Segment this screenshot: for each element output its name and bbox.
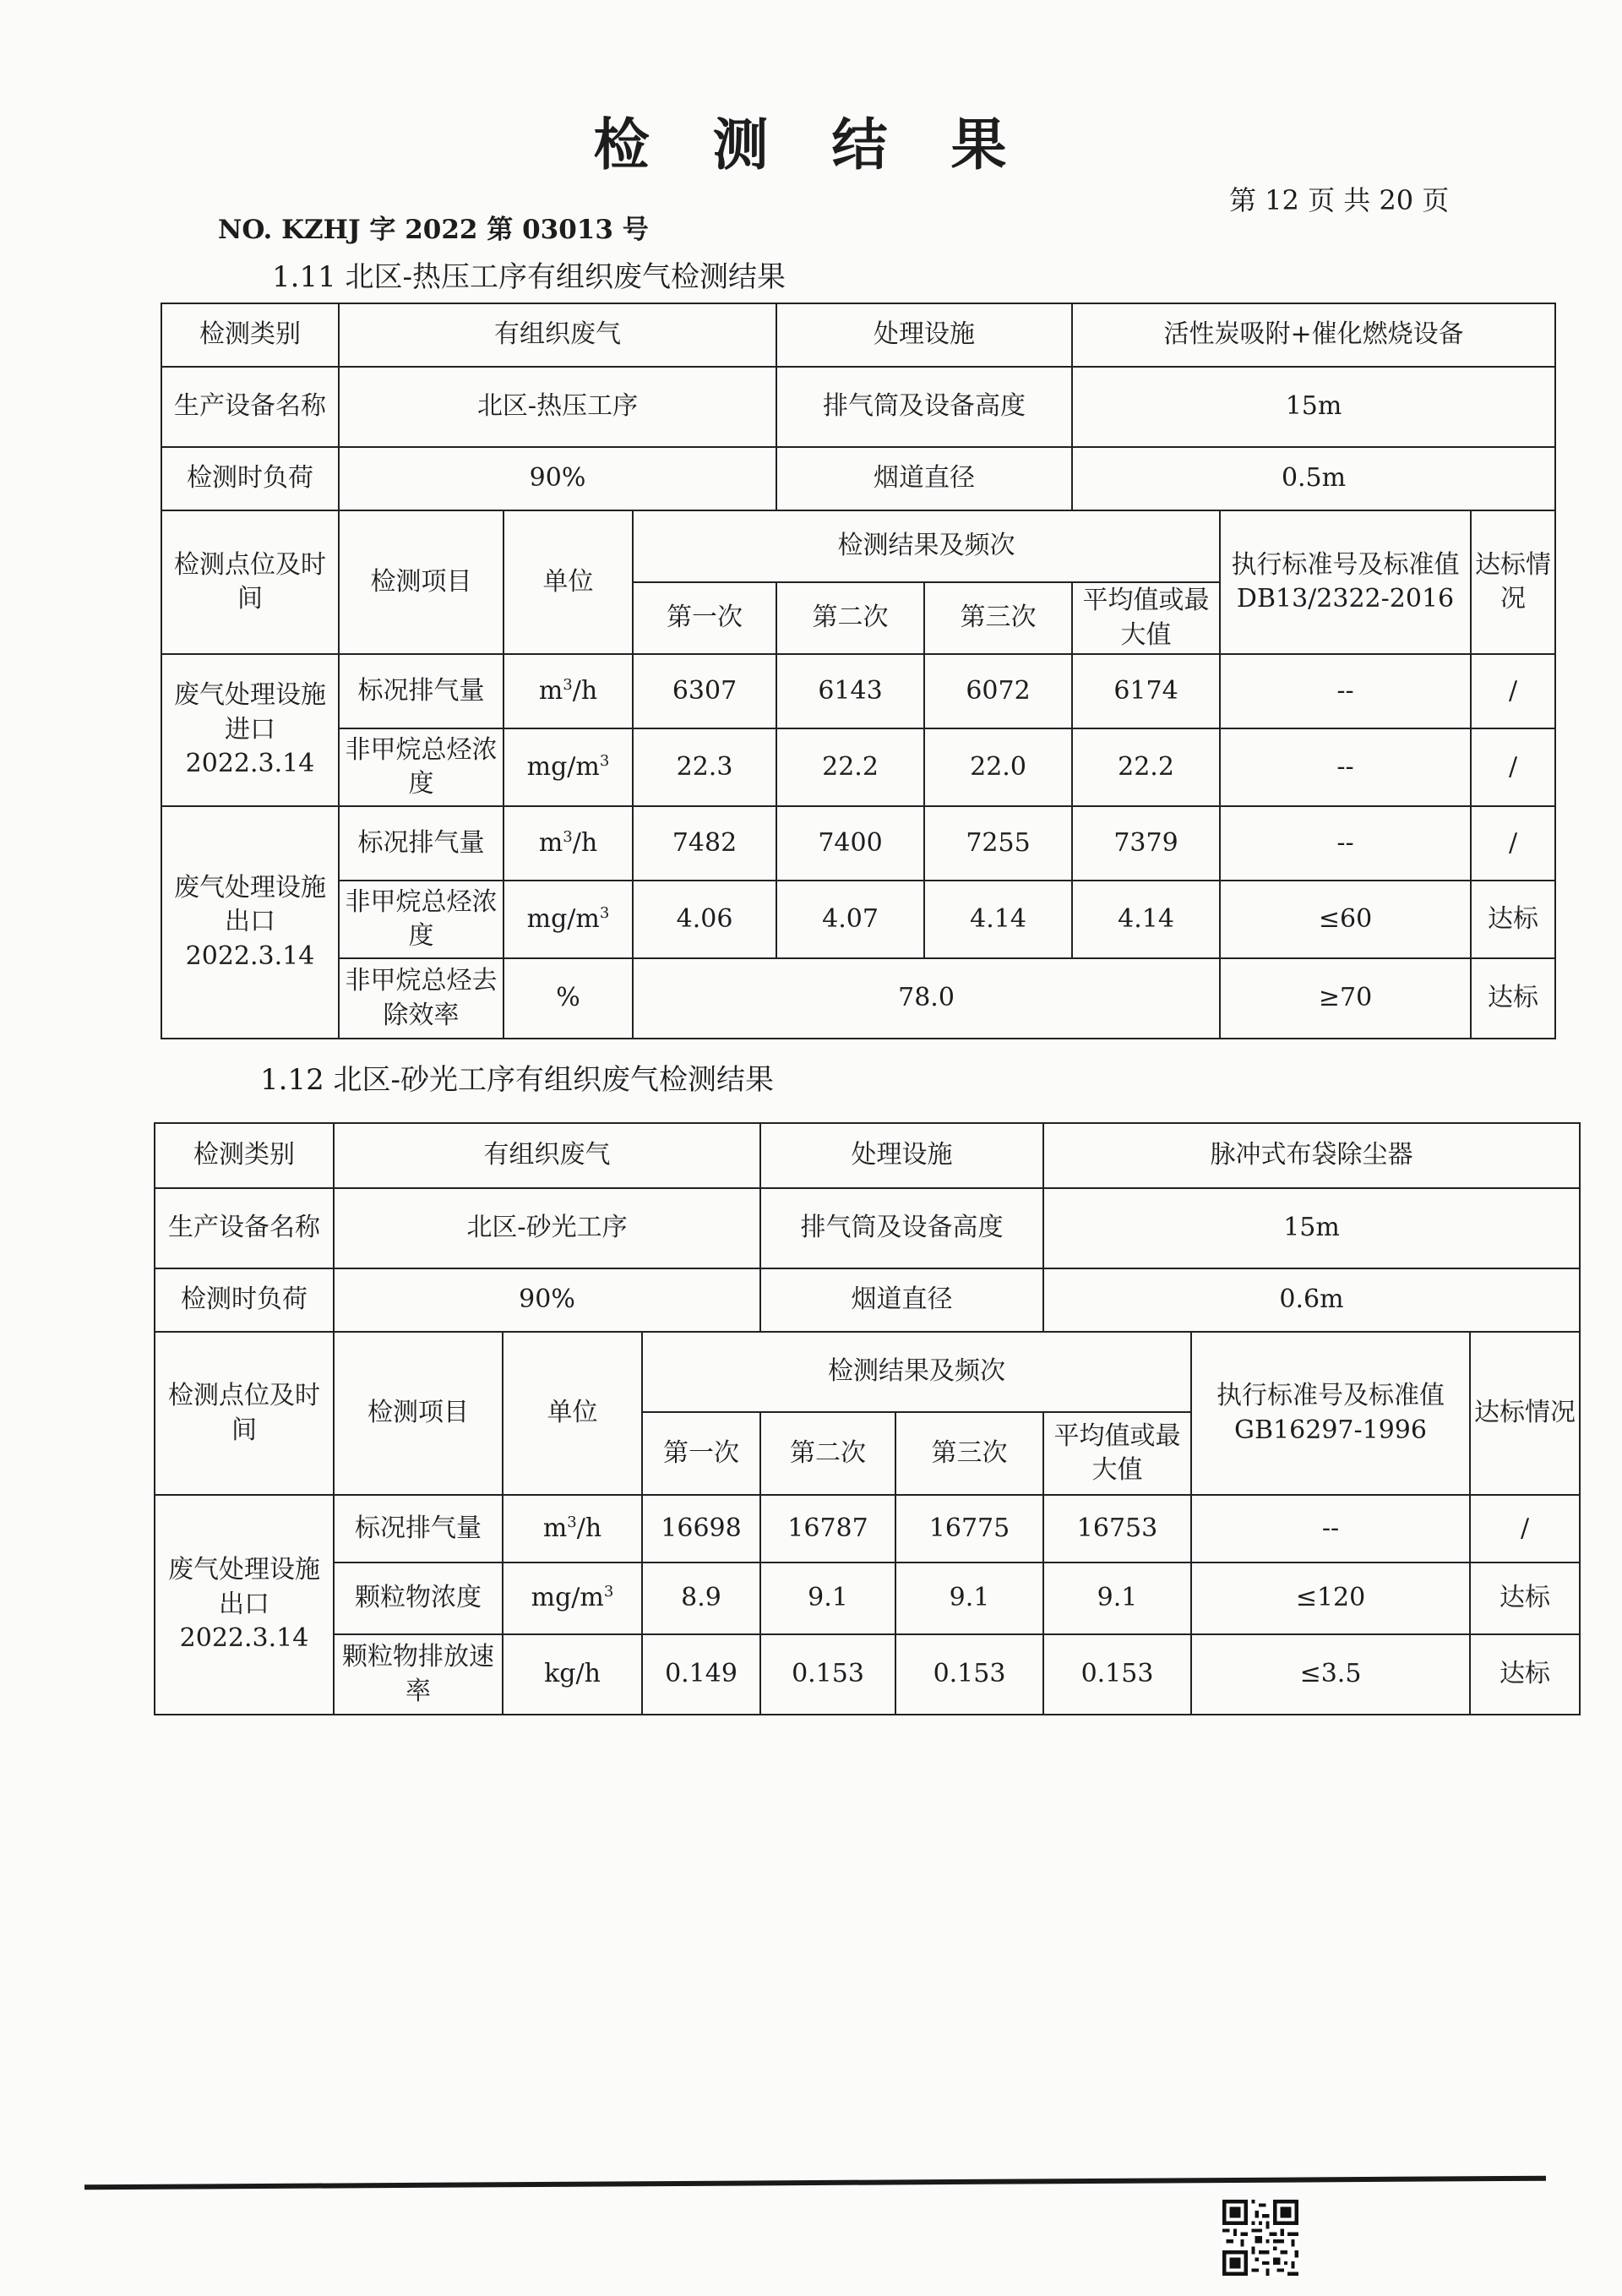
standard-title: 执行标准号及标准值: [1216, 1381, 1445, 1410]
table-row: [155, 1634, 1580, 1715]
column-header: 第三次: [924, 582, 1072, 654]
info-label: 排气筒及设备高度: [776, 367, 1072, 447]
item-cell: 非甲烷总烃去除效率: [339, 958, 503, 1039]
standard-header: [1220, 510, 1471, 654]
section-title-hot-press: 1.11 北区-热压工序有组织废气检测结果: [272, 260, 786, 294]
column-header: 第二次: [760, 1412, 895, 1495]
value-cell: 16787: [760, 1495, 895, 1562]
standard-title: 执行标准号及标准值: [1231, 549, 1460, 580]
column-header: 平均值或最大值: [1072, 582, 1220, 654]
info-row: [161, 303, 1555, 367]
value-cell: 4.14: [1072, 881, 1220, 958]
info-label: 处理设施: [760, 1123, 1043, 1188]
value-cell: 0.153: [1043, 1634, 1191, 1715]
value-cell: 22.0: [924, 728, 1072, 806]
limit-cell: ≤60: [1220, 881, 1471, 958]
location-name: 废气处理设施出口: [174, 872, 326, 937]
value-cell: 78.0: [633, 958, 1220, 1039]
unit-cell: %: [503, 958, 633, 1039]
info-row: [161, 367, 1555, 447]
limit-cell: ≥70: [1220, 958, 1471, 1039]
hot-press-results-table: [161, 303, 1556, 1039]
column-header-row: [155, 1332, 1580, 1412]
table-row: [161, 806, 1555, 881]
value-cell: 22.2: [776, 728, 924, 806]
location-date: 2022.3.14: [185, 749, 315, 779]
column-header: 检测项目: [339, 510, 503, 654]
value-cell: 9.1: [760, 1562, 895, 1634]
unit-cell: $mg/m^3$: [503, 728, 633, 806]
column-header: 达标情况: [1471, 510, 1555, 654]
info-value: 有组织废气: [334, 1123, 760, 1188]
standard-code: DB13/2322-2016: [1236, 584, 1455, 614]
info-label: 烟道直径: [776, 447, 1072, 510]
column-header-row: [161, 510, 1555, 582]
info-label: 生产设备名称: [155, 1188, 334, 1268]
info-label: 排气筒及设备高度: [760, 1188, 1043, 1268]
status-cell: 达标: [1471, 958, 1555, 1039]
column-header: 第三次: [895, 1412, 1043, 1495]
item-cell: 标况排气量: [339, 654, 503, 728]
info-row: [155, 1123, 1580, 1188]
info-value: 90%: [334, 1268, 760, 1332]
info-value: 北区-热压工序: [339, 367, 776, 447]
value-cell: 9.1: [895, 1562, 1043, 1634]
location-name: 废气处理设施出口: [168, 1555, 320, 1619]
value-cell: 7482: [633, 806, 776, 881]
item-cell: 颗粒物浓度: [334, 1562, 503, 1634]
info-value: 15m: [1072, 367, 1555, 447]
location-name: 废气处理设施进口: [174, 680, 326, 744]
value-cell: 6143: [776, 654, 924, 728]
status-cell: /: [1471, 806, 1555, 881]
info-value: 15m: [1043, 1188, 1580, 1268]
info-label: 检测时负荷: [161, 447, 339, 510]
column-header: 第一次: [642, 1412, 760, 1495]
info-value: 0.5m: [1072, 447, 1555, 510]
info-row: [155, 1188, 1580, 1268]
table-row: [161, 728, 1555, 806]
value-cell: 0.149: [642, 1634, 760, 1715]
section-title-sanding: 1.12 北区-砂光工序有组织废气检测结果: [260, 1063, 774, 1097]
standard-header: [1191, 1332, 1470, 1495]
unit-cell: kg/h: [503, 1634, 642, 1715]
info-label: 烟道直径: [760, 1268, 1043, 1332]
value-cell: 8.9: [642, 1562, 760, 1634]
limit-cell: --: [1191, 1495, 1470, 1562]
limit-cell: ≤3.5: [1191, 1634, 1470, 1715]
info-label: 处理设施: [776, 303, 1072, 367]
qr-code-icon: [1222, 2200, 1298, 2276]
column-header: 平均值或最大值: [1043, 1412, 1191, 1495]
column-header: 检测结果及频次: [633, 510, 1220, 582]
table-row: [161, 654, 1555, 728]
value-cell: 6174: [1072, 654, 1220, 728]
column-header: 达标情况: [1470, 1332, 1580, 1495]
item-cell: 标况排气量: [339, 806, 503, 881]
value-cell: 16753: [1043, 1495, 1191, 1562]
report-number: NO. KZHJ 字 2022 第 03013 号: [218, 215, 649, 245]
unit-cell: $m^3/h$: [503, 654, 633, 728]
table-row: [155, 1562, 1580, 1634]
value-cell: 16698: [642, 1495, 760, 1562]
value-cell: 9.1: [1043, 1562, 1191, 1634]
info-value: 脉冲式布袋除尘器: [1043, 1123, 1580, 1188]
value-cell: 4.07: [776, 881, 924, 958]
status-cell: /: [1471, 654, 1555, 728]
sanding-results-table: [154, 1122, 1581, 1715]
item-cell: 标况排气量: [334, 1495, 503, 1562]
column-header: 检测项目: [334, 1332, 503, 1495]
info-value: 90%: [339, 447, 776, 510]
info-value: 0.6m: [1043, 1268, 1580, 1332]
limit-cell: --: [1220, 654, 1471, 728]
value-cell: 0.153: [895, 1634, 1043, 1715]
unit-cell: $mg/m^3$: [503, 881, 633, 958]
item-cell: 非甲烷总烃浓度: [339, 881, 503, 958]
value-cell: 22.3: [633, 728, 776, 806]
table-row: [161, 881, 1555, 958]
column-header: 检测点位及时间: [155, 1332, 334, 1495]
status-cell: /: [1470, 1495, 1580, 1562]
limit-cell: --: [1220, 728, 1471, 806]
info-label: 检测时负荷: [155, 1268, 334, 1332]
page-number: 第 12 页 共 20 页: [1229, 184, 1450, 216]
info-label: 检测类别: [161, 303, 339, 367]
item-cell: 非甲烷总烃浓度: [339, 728, 503, 806]
info-value: 活性炭吸附+催化燃烧设备: [1072, 303, 1555, 367]
column-header: 第一次: [633, 582, 776, 654]
status-cell: /: [1471, 728, 1555, 806]
value-cell: 7400: [776, 806, 924, 881]
location-cell: [161, 654, 339, 806]
info-label: 检测类别: [155, 1123, 334, 1188]
value-cell: 6307: [633, 654, 776, 728]
status-cell: 达标: [1471, 881, 1555, 958]
info-row: [161, 447, 1555, 510]
unit-cell: $m^3/h$: [503, 1495, 642, 1562]
value-cell: 6072: [924, 654, 1072, 728]
value-cell: 0.153: [760, 1634, 895, 1715]
standard-code: GB16297-1996: [1234, 1415, 1427, 1445]
column-header: 第二次: [776, 582, 924, 654]
value-cell: 4.06: [633, 881, 776, 958]
location-cell: [161, 806, 339, 1039]
column-header: 单位: [503, 510, 633, 654]
column-header: 检测点位及时间: [161, 510, 339, 654]
column-header: 检测结果及频次: [642, 1332, 1191, 1412]
value-cell: 16775: [895, 1495, 1043, 1562]
location-date: 2022.3.14: [185, 941, 315, 971]
table-row: [155, 1495, 1580, 1562]
unit-cell: $m^3/h$: [503, 806, 633, 881]
limit-cell: ≤120: [1191, 1562, 1470, 1634]
location-date: 2022.3.14: [179, 1623, 309, 1654]
status-cell: 达标: [1470, 1562, 1580, 1634]
column-header: 单位: [503, 1332, 642, 1495]
value-cell: 4.14: [924, 881, 1072, 958]
value-cell: 7255: [924, 806, 1072, 881]
info-value: 有组织废气: [339, 303, 776, 367]
info-label: 生产设备名称: [161, 367, 339, 447]
table-row: [161, 958, 1555, 1039]
page-title: 检 测 结 果: [593, 112, 1029, 177]
location-cell: [155, 1495, 334, 1715]
page-bottom-rule: [84, 2176, 1546, 2190]
info-row: [155, 1268, 1580, 1332]
limit-cell: --: [1220, 806, 1471, 881]
item-cell: 颗粒物排放速率: [334, 1634, 503, 1715]
unit-cell: $mg/m^3$: [503, 1562, 642, 1634]
status-cell: 达标: [1470, 1634, 1580, 1715]
info-value: 北区-砂光工序: [334, 1188, 760, 1268]
value-cell: 7379: [1072, 806, 1220, 881]
value-cell: 22.2: [1072, 728, 1220, 806]
